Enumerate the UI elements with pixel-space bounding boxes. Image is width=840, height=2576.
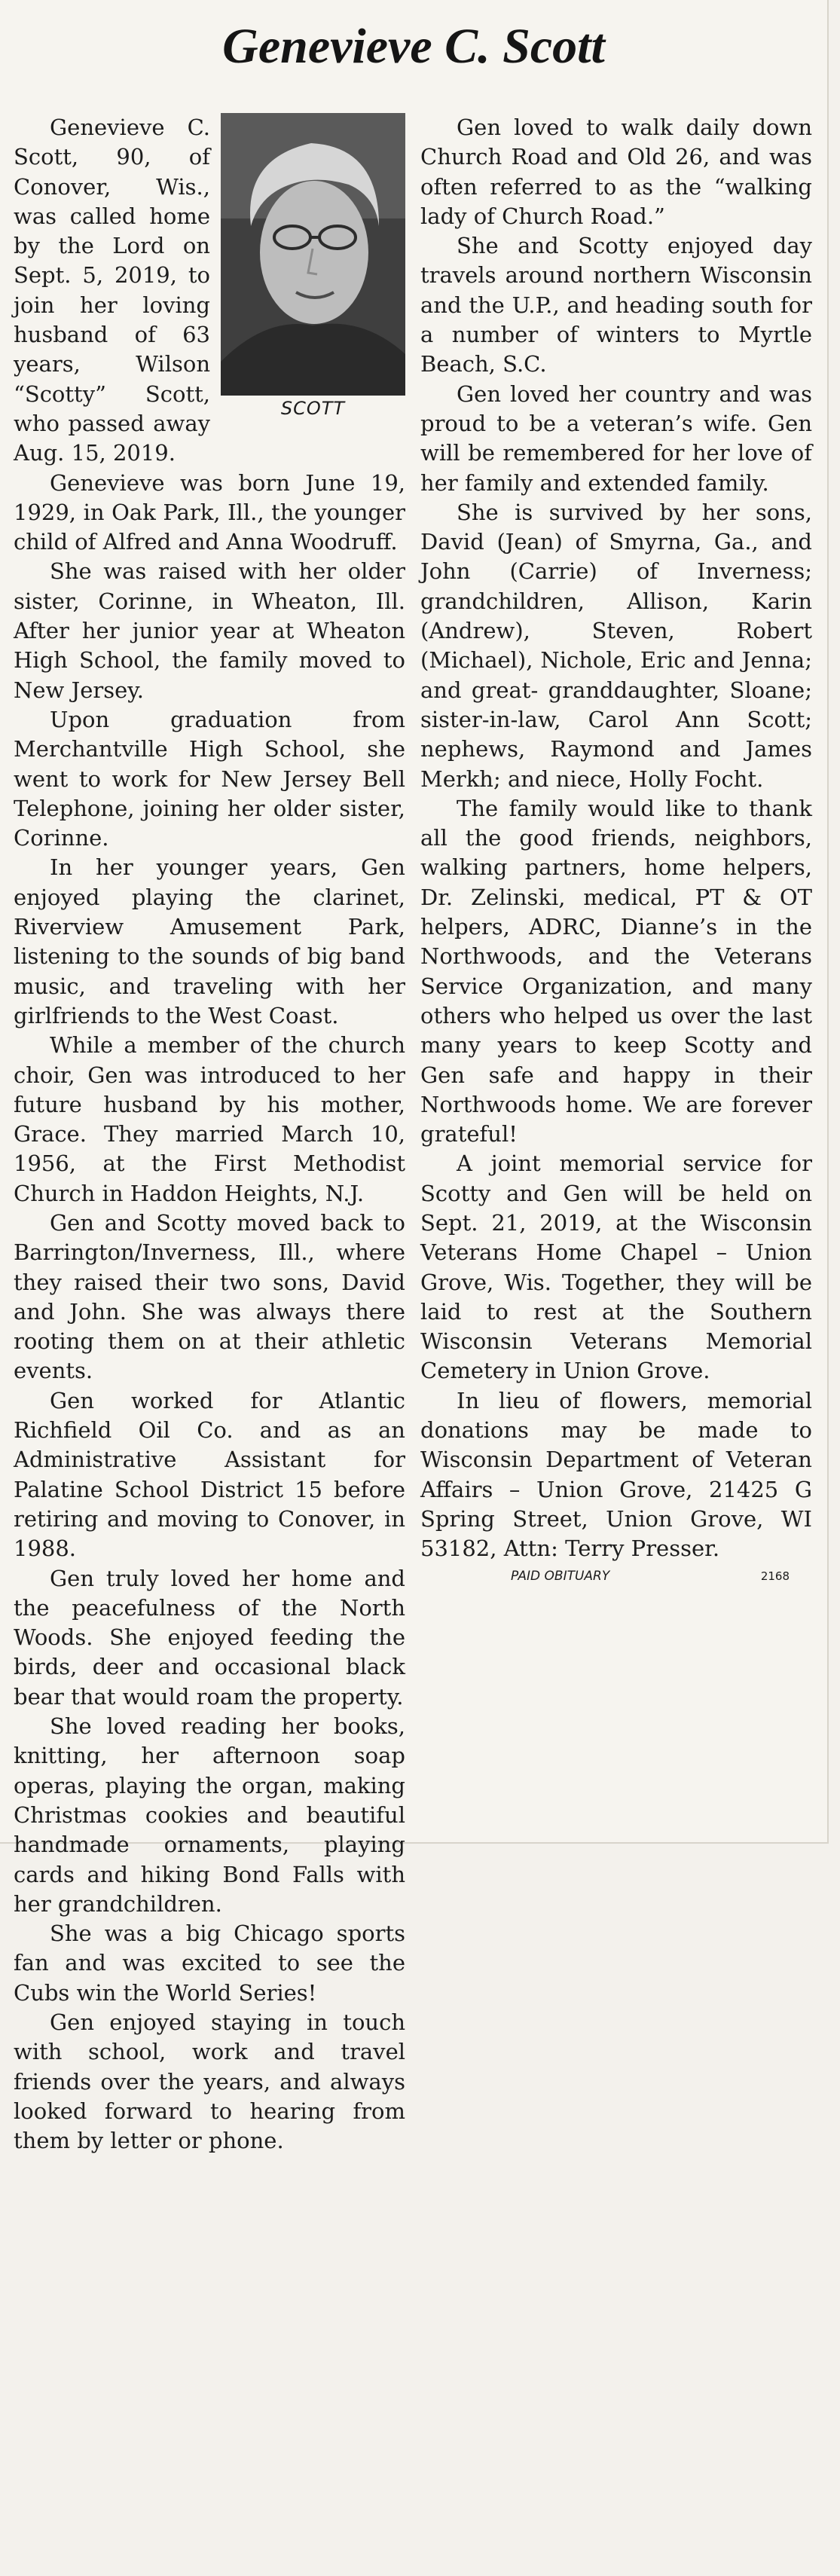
paragraph: Gen loved her country and was proud to be a veteran’s wife. Gen will be remembered for her love of her family and extended family. — [420, 380, 812, 496]
paragraph: The family would like to thank all the good friends, neighbors, walking partners, home helpers, Dr. Zelinski, medical, PT & OT helpers, ADRC, Dianne’s in the Northwoods, and the Veterans Service Organization, and many others who helped us over the last many years to keep Scotty and Gen safe and happy in their Northwoods home. We are forever grateful! — [420, 795, 812, 1147]
paragraph: In lieu of flowers, memorial donations may be made to Wisconsin Department of Veteran Affairs – Union Grove, 21425 G Spring Street, Union Grove, WI 53182, Attn: Terry Presser. — [420, 1387, 812, 1562]
paragraph: She is survived by her sons, David (Jean) of Smyrna, Ga., and John (Carrie) of Inverness; grandchildren, Allison, Karin (Andrew), Steven, Robert (Michael), Nichole, Eric and Jenna; and great- granddaughter, Sloane; sister-in-law, Carol Ann Scott; nephews, Raymond and James Merkh; and niece, Holly Focht. — [420, 499, 812, 792]
paragraph: A joint memorial service for Scotty and Gen will be held on Sept. 21, 2019, at the Wisconsin Veterans Home Chapel – Union Grove, Wis. Together, they will be laid to rest at the Southern Wisconsin Veterans Memorial Cemetery in Union Grove. — [420, 1150, 812, 1384]
paragraph: In her younger years, Gen enjoyed playing the clarinet, Riverview Amusement Park, listening to the sounds of big band music, and traveling with her girlfriends to the West Coast. — [14, 854, 405, 1028]
paragraph: Genevieve C. Scott, 90, of Conover, Wis., was called home by the Lord on Sept. 5, 2019, to join her loving husband of 63 years, Wilson “Scotty” Scott, who passed away Aug. 15, 2019. — [14, 115, 210, 466]
paragraph: Gen and Scotty moved back to Barrington/Inverness, Ill., where they raised their two sons, David and John. She was always there rooting them on at their athletic events. — [14, 1209, 405, 1384]
paid-obituary-label: PAID OBITUARY — [511, 1568, 610, 1584]
paragraph: She loved reading her books, knitting, her afternoon soap operas, playing the organ, making Christmas cookies and beautiful handmade ornaments, playing cards and hiking Bond Falls with her grandchildren. — [14, 1713, 405, 1917]
obituary-title: Genevieve C. Scott — [222, 19, 605, 74]
left-column — [14, 113, 405, 2156]
portrait-figure — [221, 113, 405, 421]
paragraph: While a member of the church choir, Gen was introduced to her future husband by his mother, Grace. They married March 10, 1956, at the First Methodist Church in Haddon Heights, N.J. — [14, 1032, 405, 1206]
paragraph: Gen enjoyed staying in touch with school, work and travel friends over the years, and always looked forward to hearing from them by letter or phone. — [14, 2009, 405, 2154]
paragraph: She and Scotty enjoyed day travels around northern Wisconsin and the U.P., and heading south for a number of winters to Myrtle Beach, S.C. — [420, 233, 812, 377]
paragraph: Gen loved to walk daily down Church Road and Old 26, and was often referred to as the “walking lady of Church Road.” — [420, 115, 812, 229]
right-column — [420, 113, 812, 1587]
paragraph: She was raised with her older sister, Corinne, in Wheaton, Ill. After her junior year at Wheaton High School, the family moved to New Jersey. — [14, 558, 405, 703]
obituary-footer — [420, 1567, 812, 1587]
paragraph: Gen worked for Atlantic Richfield Oil Co. and as an Administrative Assistant for Palatine School District 15 before retiring and moving to Conover, in 1988. — [14, 1387, 405, 1562]
paragraph: Genevieve was born June 19, 1929, in Oak Park, Ill., the younger child of Alfred and Anna Woodruff. — [14, 469, 405, 555]
photo-caption: SCOTT — [280, 398, 346, 419]
paragraph: She was a big Chicago sports fan and was excited to see the Cubs win the World Series! — [14, 1921, 405, 2006]
portrait-photo — [221, 113, 405, 396]
paragraph: Gen truly loved her home and the peacefulness of the North Woods. She enjoyed feeding the birds, deer and occasional black bear that would roam the property. — [14, 1565, 405, 1710]
ad-number: 2168 — [760, 1569, 790, 1583]
paragraph: Upon graduation from Merchantville High School, she went to work for New Jersey Bell Telephone, joining her older sister, Corinne. — [14, 706, 405, 851]
